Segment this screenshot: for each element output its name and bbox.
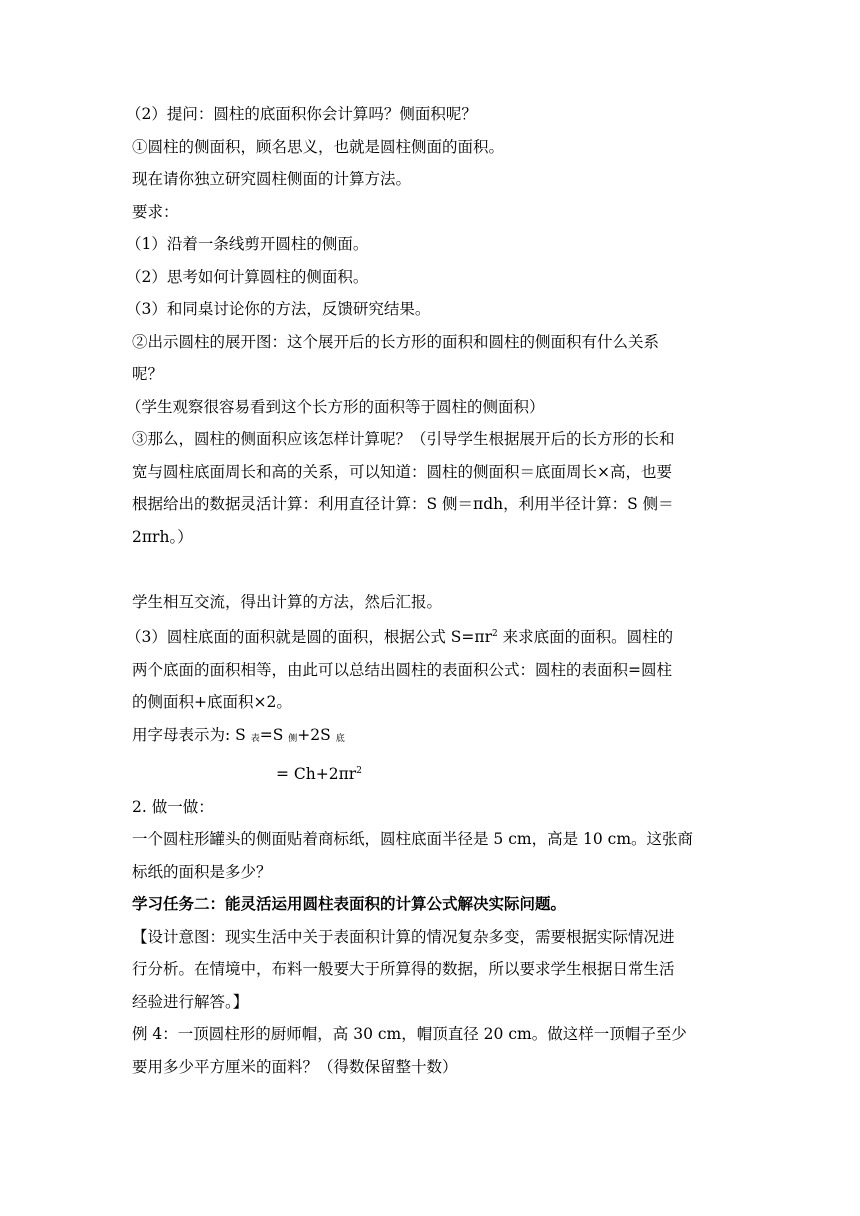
requirement-item: （2）思考如何计算圆柱的侧面积。 — [126, 267, 369, 286]
text-run: （3）圆柱底面的面积就是圆的面积，根据公式 S=πr — [126, 628, 492, 646]
superscript: 2 — [356, 766, 362, 776]
subscript: 侧 — [288, 733, 298, 744]
subscript: 底 — [335, 733, 345, 744]
paragraph-line: 标纸的面积是多少？ — [132, 862, 272, 881]
formula-line — [132, 755, 732, 791]
paragraph-line: 根据给出的数据灵活计算：利用直径计算：S 侧＝πdh，利用半径计算：S 侧＝ — [132, 495, 674, 513]
paragraph-line: 2πrh。） — [132, 527, 193, 546]
superscript: 2 — [492, 629, 498, 639]
subscript: 表 — [250, 733, 260, 744]
paragraph-line: 呢？ — [132, 365, 164, 383]
task-heading: 学习任务二：能灵活运用圆柱表面积的计算公式解决实际问题。 — [132, 894, 567, 913]
formula-text: = Ch+2πr — [276, 765, 357, 783]
blank-line — [132, 553, 732, 586]
design-intent-line: 【设计意图：现实生活中关于表面积计算的情况复杂多变，需要根据实际情况进 — [132, 927, 675, 946]
design-intent-line: 经验进行解答。】 — [132, 992, 249, 1011]
paragraph-line: ①圆柱的侧面积，顾名思义，也就是圆柱侧面的面积。 — [132, 137, 505, 156]
paragraph-line: 学生相互交流，得出计算的方法，然后汇报。 — [132, 592, 443, 611]
formula-text: =S — [259, 725, 289, 744]
paragraph-line: ②出示圆柱的展开图：这个展开后的长方形的面积和圆柱的侧面积有什么关系 — [132, 332, 660, 351]
formula-line — [132, 719, 732, 756]
paragraph-line: ③那么，圆柱的侧面积应该怎样计算呢？（引导学生根据展开后的长方形的长和 — [132, 430, 675, 448]
paragraph-line: 现在请你独立研究圆柱侧面的计算方法。 — [132, 170, 412, 188]
paragraph-line: （学生观察很容易看到这个长方形的面积等于圆柱的侧面积） — [126, 397, 545, 416]
example-line: 要用多少平方厘米的面料？（得数保留整十数） — [132, 1057, 458, 1076]
section-heading: 2. 做一做： — [132, 797, 214, 816]
paragraph-line: 两个底面的面积相等，由此可以总结出圆柱的表面积公式：圆柱的表面积=圆柱 — [132, 660, 672, 679]
requirements-heading: 要求： — [132, 202, 179, 221]
document-body — [126, 98, 732, 1083]
paragraph-line: 宽与圆柱底面周长和高的关系，可以知道：圆柱的侧面积＝底面周长×高，也要 — [132, 462, 672, 481]
formula-text: 用字母表示为: S — [132, 725, 251, 744]
question-line: （2）提问：圆柱的底面积你会计算吗？侧面积呢？ — [126, 105, 477, 123]
formula-text: +2S — [297, 725, 336, 744]
example-line: 例 4：一顶圆柱形的厨师帽，高 30 cm，帽顶直径 20 cm。做这样一顶帽子至少 — [132, 1025, 687, 1043]
paragraph-line: 一个圆柱形罐头的侧面贴着商标纸，圆柱底面半径是 5 cm，高是 10 cm。这张商 — [132, 830, 694, 848]
requirement-item: （1）沿着一条线剪开圆柱的侧面。 — [126, 235, 369, 253]
text-run: 来求底面的面积。圆柱的 — [497, 628, 674, 646]
paragraph-line: 的侧面积+底面积×2。 — [132, 693, 292, 711]
requirement-item: （3）和同桌讨论你的方法，反馈研究结果。 — [126, 300, 431, 318]
paragraph-line — [126, 618, 732, 654]
design-intent-line: 行分析。在情境中，布料一般要大于所算得的数据，所以要求学生根据日常生活 — [132, 960, 675, 978]
